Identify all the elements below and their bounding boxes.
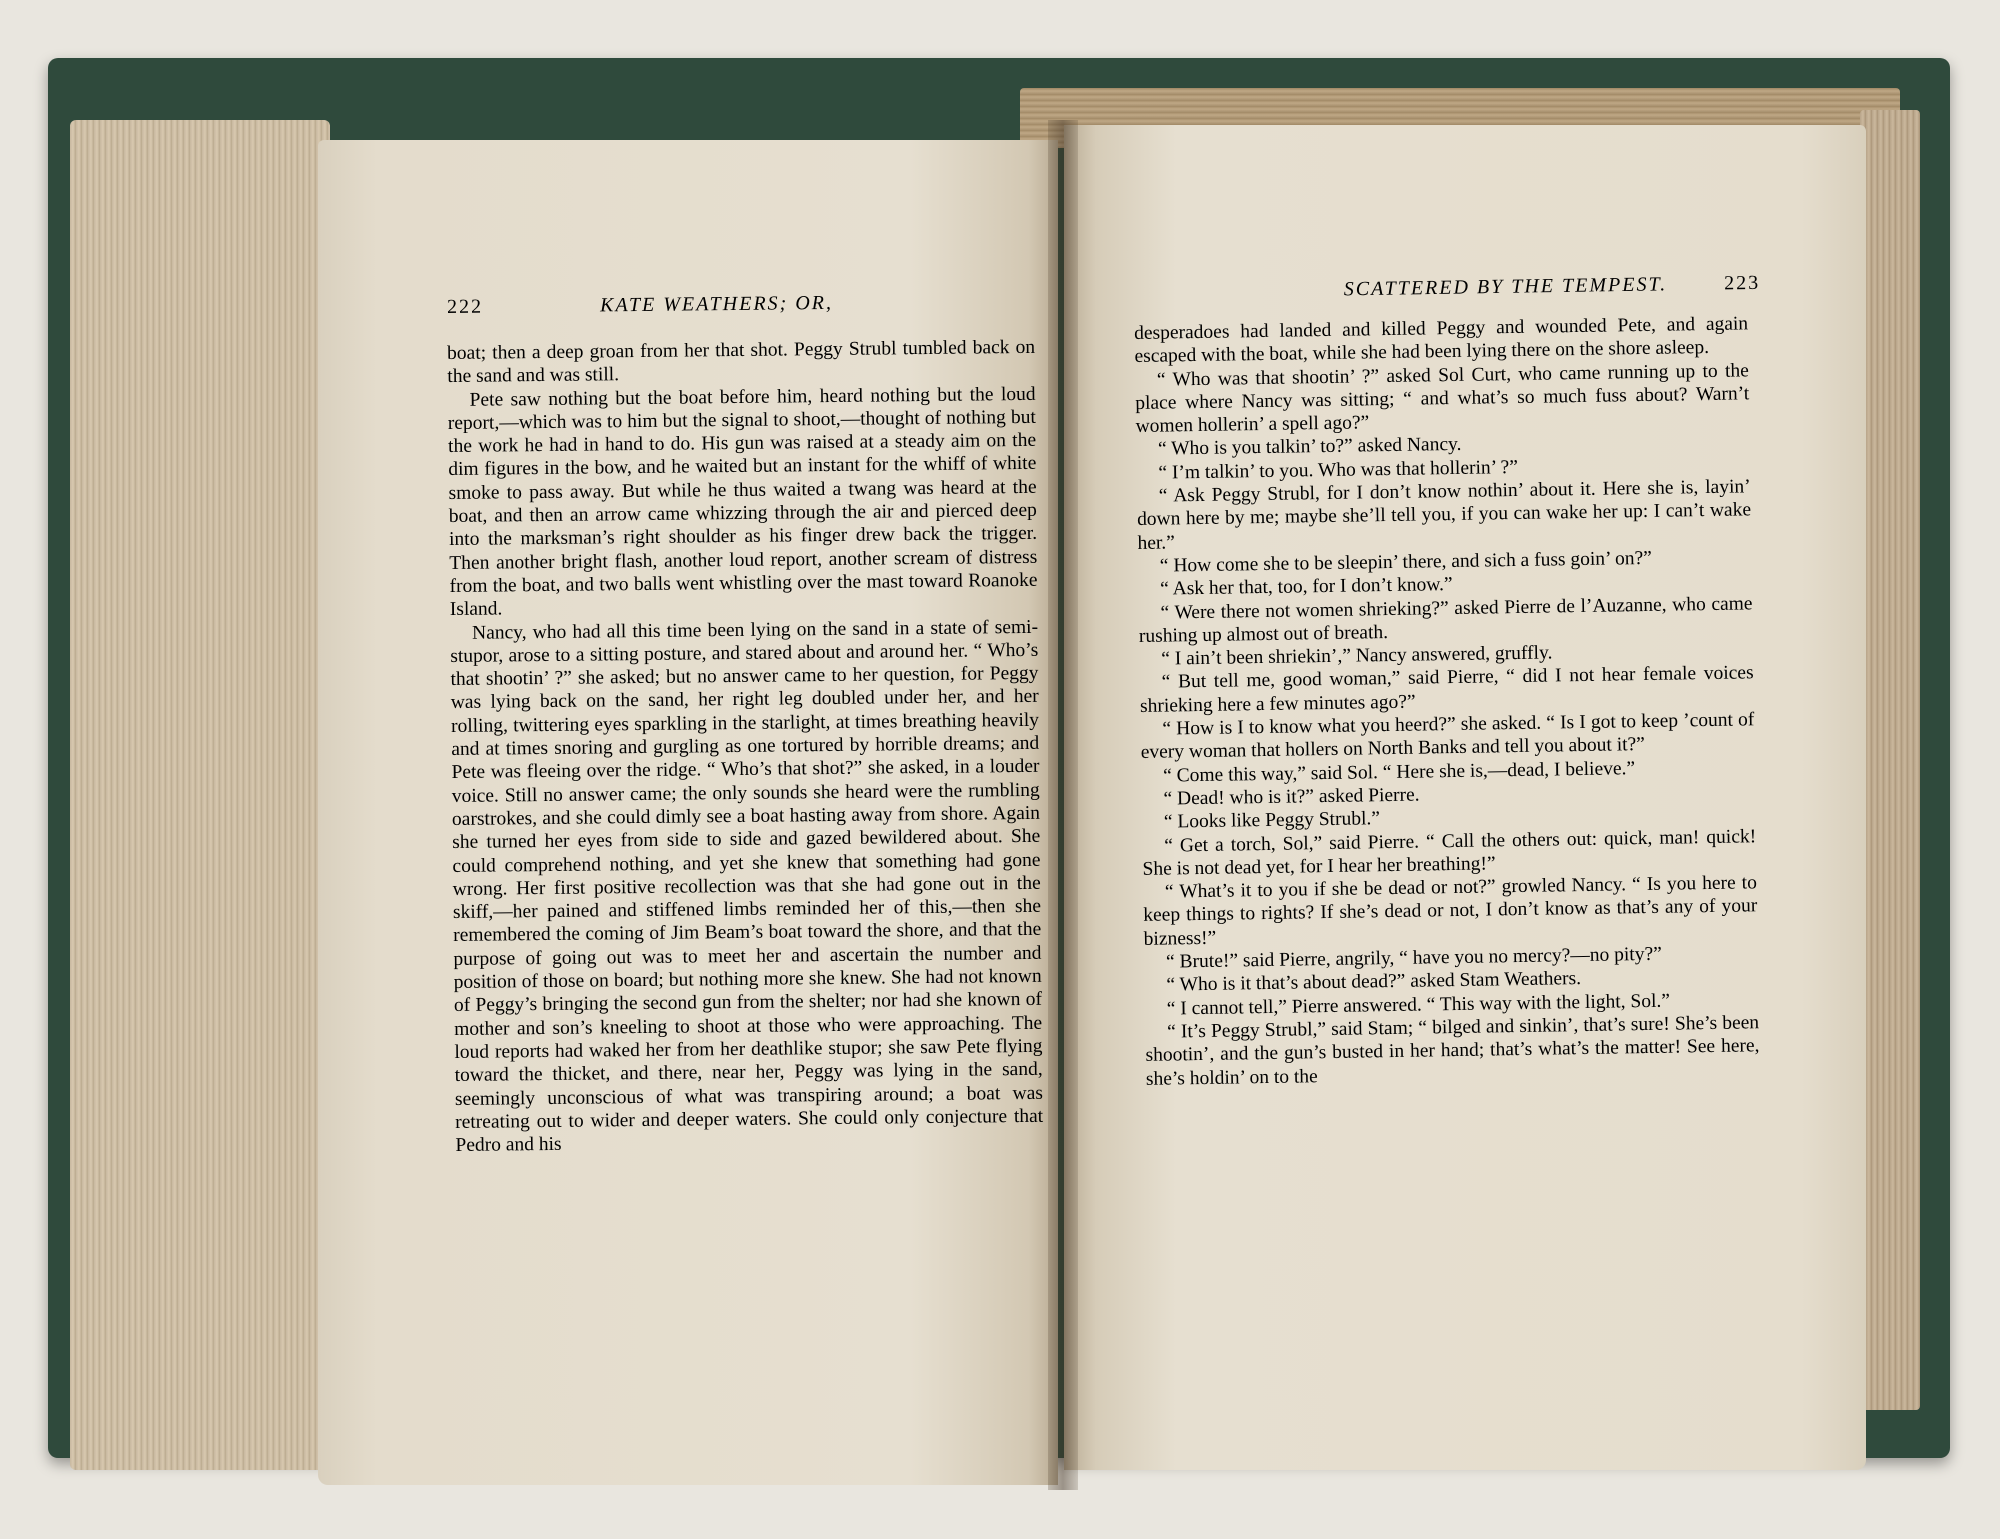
paragraph: “ Ask Peggy Strubl, for I don’t know nothin’ about it. Here she is, layin’ down here by me; maybe she’ll tell you, if you can wake her up: I can’t wake her.”: [1136, 476, 1752, 554]
paragraph: Nancy, who had all this time been lying on the sand in a state of semi-stupor, arose to a sitting posture, and stared about and around her. “ Who’s that shootin’ ?” she asked; but no answer came to her question, for Peggy was lying back on the sand, her right leg doubled under her, and her rolling, twittering eyes sparkling in the starlight, at times breathing heavily and at times snoring and gurgling as one tortured by horrible dreams; and Pete was fleeing over the ridge. “ Who’s that shot?” she asked, in a louder voice. Still no answer came; the only sounds she heard were the rumbling oarstrokes, and she could dimly see a boat hasting away from shore. Again she turned her eyes from side to side and gazed bewildered about. She could comprehend nothing, and yet she knew that something had gone wrong. Her first positive recollection was that she had gone out in the skiff,—her pained and stiffened limbs reminded her of this,—then she remembered the coming of Jim Beam’s boat toward the shore, and that the purpose of going out was to meet her and ascertain the number and position of those on board; but nothing more she knew. She had not known of Peggy’s bringing the second gun from the shelter; nor had she known of mother and son’s kneeling to shoot at those who were approaching. The loud reports had waked her from her deathlike stupor; she saw Pete flying toward the thicket, and there, near her, Peggy was lying in the sand, seemingly unconscious of what was transpiring around; a boat was retreating out to wider and deeper waters. She could only conjecture that Pedro and his: [450, 616, 1044, 1157]
page-edges-right: [1860, 110, 1920, 1410]
page-edges-left: [70, 120, 330, 1470]
paragraph: “ What’s it to you if she be dead or not?” growled Nancy. “ Is you here to keep things to rights? If she’s dead or not, I don’t know as that’s any of your bizness!”: [1143, 872, 1758, 950]
paragraph: “ Get a torch, Sol,” said Pierre. “ Call the others out: quick, man! quick! She is not dead yet, for I hear her breathing!”: [1142, 825, 1757, 880]
paragraph: “ It’s Peggy Strubl,” said Stam; “ bilged and sinkin’, that’s sure! She’s been shootin’, and the gun’s busted in her hand; that’s what’s the matter! See here, she’s holdin’ on to the: [1145, 1012, 1760, 1090]
paragraph: “ Who was that shootin’ ?” asked Sol Curt, who came running up to the place where Nancy was sitting; “ and what’s so much fuss about? Warn’t women hollerin’ a spell ago?”: [1135, 359, 1750, 438]
right-running-title: SCATTERED BY THE TEMPEST.: [1343, 273, 1668, 301]
paragraph: boat; then a deep groan from her that shot. Peggy Strubl tumbled back on the sand and was still.: [447, 336, 1036, 388]
left-page-number: 222: [447, 295, 484, 318]
left-running-title: KATE WEATHERS; OR,: [599, 291, 834, 317]
paragraph: “ Who is you talkin’ to?” asked Nancy.: [1157, 434, 1462, 461]
paragraph: “ Dead! who is it?” asked Pierre.: [1163, 784, 1420, 810]
paragraph: “ Looks like Peggy Strubl.”: [1163, 808, 1381, 833]
paragraph: “ Brute!” said Pierre, angrily, “ have you no mercy?—no pity?”: [1165, 943, 1662, 973]
paragraph: “ Come this way,” said Sol. “ Here she is,—dead, I believe.”: [1162, 757, 1636, 787]
paragraph: “ I cannot tell,” Pierre answered. “ This way with the light, Sol.”: [1166, 990, 1671, 1020]
paragraph: “ I ain’t been shriekin’,” Nancy answered, gruffly.: [1161, 642, 1553, 670]
paragraph: “ Were there not women shrieking?” asked Pierre de l’Auzanne, who came rushing up almost out of breath.: [1138, 592, 1753, 647]
paragraph: Pete saw nothing but the boat before him, heard nothing but the loud report,—which was to him but the signal to shoot,—thought of nothing but the work he had in hand to do. His gun was raised at a steady aim on the dim figures in the bow, and he waited but an instant for the whiff of white smoke to pass away. But while he thus waited a twang was heard at the boat, and then an arrow came whizzing through the air and pierced deep into the marksman’s right shoulder as his finger drew back the trigger. Then another bright flash, another loud report, another scream of distress from the boat, and two balls went whistling over the mast toward Roanoke Island.: [447, 383, 1038, 621]
paragraph: “ I’m talkin’ to you. Who was that hollerin’ ?”: [1158, 456, 1519, 484]
paragraph: “ Who is it that’s about dead?” asked Stam Weathers.: [1166, 968, 1582, 996]
paragraph: “ How come she to be sleepin’ there, and sich a fuss goin’ on?”: [1159, 547, 1652, 577]
paragraph: “ But tell me, good woman,” said Pierre, “ did I not hear female voices shrieking here a few minutes ago?”: [1139, 662, 1754, 717]
book-gutter: [1048, 120, 1078, 1490]
paragraph: “ Ask her that, too, for I don’t know.”: [1160, 574, 1453, 600]
right-page-number: 223: [1723, 271, 1761, 295]
left-page-text: [447, 336, 1044, 1158]
paragraph: “ How is I to know what you heerd?” she asked. “ Is I got to keep ’count of every woman that hollers on North Banks and tell you about it?”: [1140, 709, 1755, 764]
right-page-text: [1134, 312, 1760, 1090]
paragraph: desperadoes had landed and killed Peggy and wounded Pete, and again escaped with the boat, while she had been lying there on the shore asleep.: [1134, 313, 1749, 368]
